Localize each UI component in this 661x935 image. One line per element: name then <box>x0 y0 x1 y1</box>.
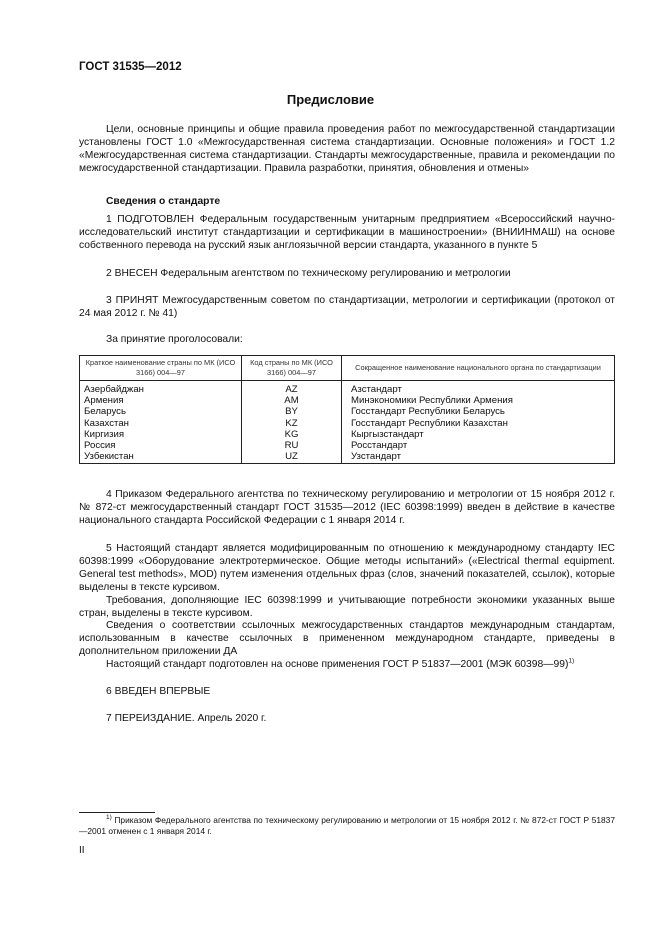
body-cell: Кыргызстандарт <box>351 428 424 440</box>
table-body-row <box>80 381 615 464</box>
item-5-text: 5 Настоящий стандарт является модифицированным по отношению к международному стандарту IEC 60398:1999 «Оборудование электротермическое. Общие методы испытаний» («Electrical thermal equipment. General test methods», MOD) путем изменения отдельных фраз (слов, значений показателей, ссылок), которые выделены в тексте курсивом. <box>79 543 615 593</box>
footnote-text: Приказом Федерального агентства по техническому регулированию и метрологии от 15 ноября 2012 г. № 872-ст ГОСТ Р 51837—2001 отменен с 1 января 2014 г. <box>79 815 615 836</box>
code-cell: UZ <box>285 451 298 463</box>
about-heading-block <box>79 196 615 209</box>
body-cell: Минэкономики Республики Армения <box>351 395 513 407</box>
item-2 <box>79 268 615 281</box>
about-heading: Сведения о стандарте <box>106 196 221 207</box>
code-column <box>242 381 342 464</box>
item-5 <box>79 543 615 672</box>
footnote-number: 1) <box>106 814 112 822</box>
item-5-references: Сведения о соответствии ссылочных межгосударственных стандартов международным стандартам, использованным в качестве ссылочных в примененном международном стандарте, приведены в дополнительном приложении ДА <box>79 620 615 658</box>
page-number: II <box>79 845 85 856</box>
voted-caption <box>79 334 615 347</box>
table-header-row <box>80 356 615 381</box>
country-cell: Азербайджан <box>84 384 144 395</box>
footnote-marker: 1) <box>568 657 575 665</box>
header-code: Код страны по МК (ИСО 3166) 004—97 <box>242 356 342 381</box>
header-country: Краткое наименование страны по МК (ИСО 3166) 004—97 <box>80 356 242 381</box>
code-cell: AZ <box>285 384 298 395</box>
body-cell: Узстандарт <box>351 451 402 463</box>
body-column <box>342 381 615 464</box>
code-cell: KZ <box>285 417 298 429</box>
item-1 <box>79 214 615 253</box>
item-5-basis <box>79 659 615 672</box>
item-6 <box>79 686 615 699</box>
country-cell: Узбекистан <box>84 451 134 463</box>
item-2-text: 2 ВНЕСЕН Федеральным агентством по техническому регулированию и метрологии <box>106 268 511 279</box>
footnote-paragraph <box>79 815 615 837</box>
body-cell: Росстандарт <box>351 440 408 452</box>
country-cell: Россия <box>84 440 116 452</box>
country-cell: Армения <box>84 395 124 407</box>
item-4 <box>79 489 615 528</box>
item-3 <box>79 295 615 321</box>
intro-paragraph <box>79 124 615 176</box>
intro-text: Цели, основные принципы и общие правила проведения работ по межгосударственной стандартизации установлены ГОСТ 1.0 «Межгосударственная система стандартизации. Основные положения» и ГОСТ 1.2 «Межгосударственная система стандартизации. Стандарты межгосударственные, правила и рекомендации по межгосударственной стандартизации. Правила разработки, принятия, обновления и отмены» <box>79 124 615 174</box>
code-cell: KG <box>284 428 299 440</box>
body-cell: Азстандарт <box>351 384 402 395</box>
item-4-text: 4 Приказом Федерального агентства по техническому регулированию и метрологии от 15 ноября 2012 г. № 872-ст межгосударственный стандарт ГОСТ 31535—2012 (IEC 60398:1999) введен в действие в качестве национального стандарта Российской Федерации с 1 января 2014 г. <box>79 489 615 526</box>
footnote-divider <box>79 812 155 813</box>
item-3-text: 3 ПРИНЯТ Межгосударственным советом по стандартизации, метрологии и сертификации (протокол от 24 мая 2012 г. № 41) <box>79 295 615 319</box>
country-cell: Беларусь <box>84 406 126 418</box>
country-column <box>80 381 242 464</box>
code-cell: BY <box>285 406 298 418</box>
item-1-text: 1 ПОДГОТОВЛЕН Федеральным государственным унитарным предприятием «Всероссийский научно-исследовательский институт стандартизации и сертификации в машиностроении» (ВНИИНМАШ) на основе собственного перевода на русский язык англоязычной версии стандарта, указанного в пункте 5 <box>79 214 615 251</box>
item-6-text: 6 ВВЕДЕН ВПЕРВЫЕ <box>106 686 211 697</box>
item-5-basis-text: Настоящий стандарт подготовлен на основе применения ГОСТ Р 51837—2001 (МЭК 60398—99) <box>106 659 569 671</box>
body-cell: Госстандарт Республики Беларусь <box>351 406 505 418</box>
code-cell: RU <box>284 440 299 452</box>
code-cell: AM <box>284 395 299 407</box>
country-cell: Казахстан <box>84 417 129 429</box>
item-5-requirements: Требования, дополняющие IEC 60398:1999 и учитывающие потребности экономики указанных выше стран, выделены в тексте курсивом. <box>79 594 615 619</box>
footnote <box>79 815 615 837</box>
item-7 <box>79 713 615 726</box>
item-7-text: 7 ПЕРЕИЗДАНИЕ. Апрель 2020 г. <box>106 713 267 724</box>
voted-text: За принятие проголосовали: <box>106 334 243 345</box>
document-id: ГОСТ 31535—2012 <box>79 61 182 73</box>
country-cell: Киргизия <box>84 428 125 440</box>
body-cell: Госстандарт Республики Казахстан <box>351 417 508 429</box>
header-body: Сокращенное наименование национального органа по стандартизации <box>342 356 615 381</box>
voting-countries-table <box>79 355 615 464</box>
page-title: Предисловие <box>286 92 375 107</box>
